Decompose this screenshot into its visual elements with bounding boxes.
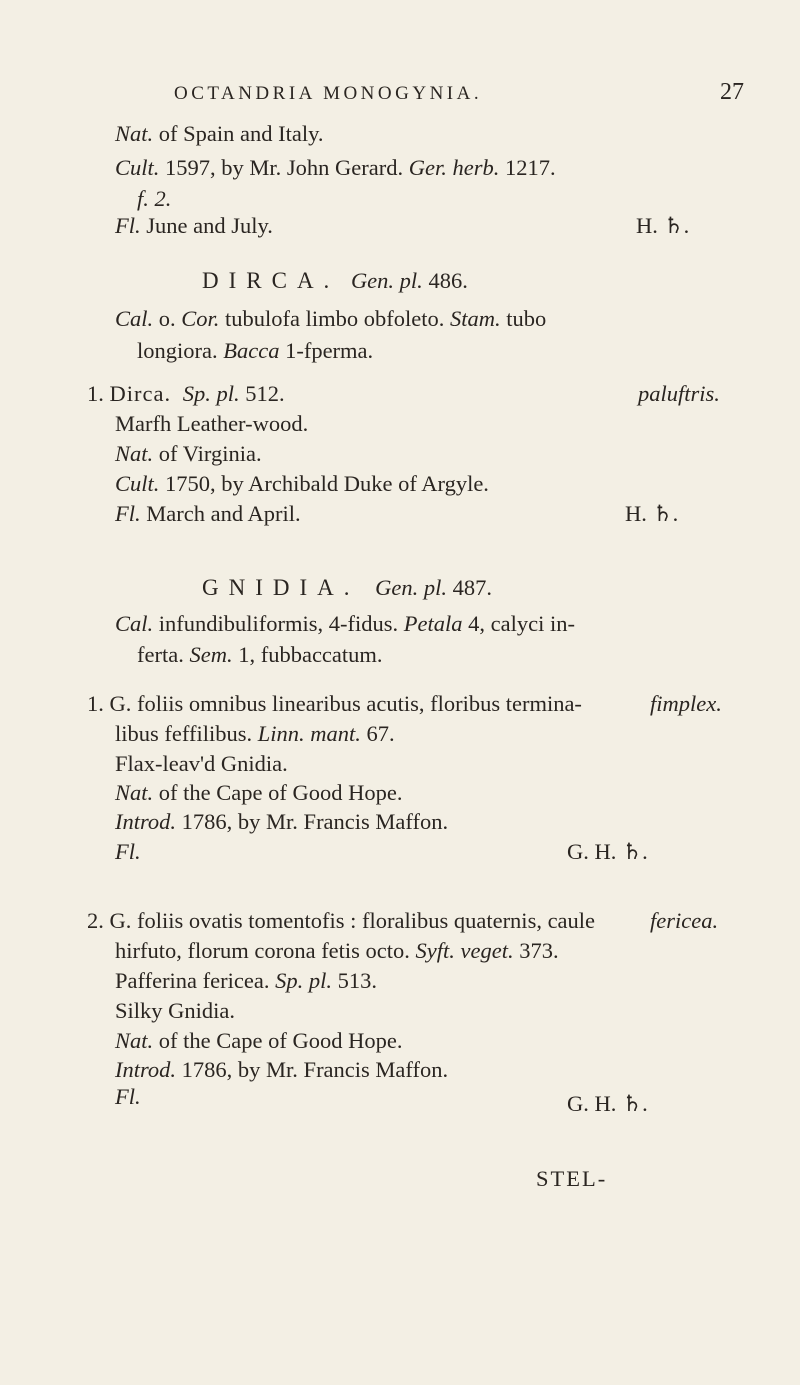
dirca-species-1-epithet: paluftris.: [638, 381, 720, 406]
gnidia-species-2-intro: Introd. 1786, by Mr. Francis Maffon.: [115, 1057, 449, 1082]
gnidia-species-1-diagnosis-2: libus feffilibus. Linn. mant. 67.: [115, 721, 395, 746]
catchword: STEL-: [536, 1166, 608, 1191]
dirca-species-1-habit: H. ♄.: [625, 501, 679, 526]
gnidia-species-2-habit: G. H. ♄.: [567, 1091, 648, 1116]
gnidia-species-2-synonym: Pafferina fericea. Sp. pl. 513.: [115, 968, 377, 993]
page-number: 27: [720, 79, 744, 105]
running-header: [174, 80, 482, 108]
gnidia-genus-heading: GNIDIA. Gen. pl. 487.: [202, 575, 493, 600]
dirca-species-1-name: 1. Dirca. Sp. pl. 512.: [87, 381, 285, 406]
gnidia-species-1-common: Flax-leav'd Gnidia.: [115, 751, 288, 776]
gnidia-species-1-intro: Introd. 1786, by Mr. Francis Maffon.: [115, 809, 449, 834]
prev-fl-line: Fl. June and July.: [115, 213, 273, 238]
prev-habit: H. ♄.: [636, 213, 690, 238]
gnidia-species-2-diagnosis-2: hirfuto, florum corona fetis octo. Syft. veget. 373.: [115, 938, 559, 963]
gnidia-species-2-diagnosis-1: 2. G. foliis ovatis tomentofis : floralibus quaternis, caule: [87, 908, 596, 933]
gnidia-species-2-epithet: fericea.: [650, 908, 719, 933]
prev-nat-line: Nat. of Spain and Italy.: [115, 121, 324, 146]
dirca-character-line-1: Cal. o. Cor. tubulofa limbo obfoleto. Stam. tubo: [115, 306, 547, 331]
gnidia-species-2-common: Silky Gnidia.: [115, 998, 236, 1023]
gnidia-species-2-nat: Nat. of the Cape of Good Hope.: [115, 1028, 403, 1053]
gnidia-species-2-fl: Fl.: [115, 1084, 141, 1109]
gnidia-character-line-1: Cal. infundibuliformis, 4-fidus. Petala 4, calyci in-: [115, 611, 575, 636]
dirca-species-1-cult: Cult. 1750, by Archibald Duke of Argyle.: [115, 471, 489, 496]
dirca-genus-heading: DIRCA. Gen. pl. 486.: [202, 268, 468, 293]
gnidia-species-1-diagnosis-1: 1. G. foliis omnibus linearibus acutis, floribus termina-: [87, 691, 582, 716]
dirca-species-1-nat: Nat. of Virginia.: [115, 441, 262, 466]
prev-cult-line: Cult. 1597, by Mr. John Gerard. Ger. herb. 1217.: [115, 155, 556, 180]
gnidia-species-1-nat: Nat. of the Cape of Good Hope.: [115, 780, 403, 805]
gnidia-species-1-fl: Fl.: [115, 839, 141, 864]
gnidia-species-1-epithet: fimplex.: [650, 691, 722, 716]
dirca-species-1-fl: Fl. March and April.: [115, 501, 301, 526]
header-title: OCTANDRIA MONOGYNIA.: [174, 83, 483, 104]
prev-fig-line: f. 2.: [137, 186, 172, 211]
dirca-character-line-2: longiora. Bacca 1-fperma.: [137, 338, 374, 363]
gnidia-character-line-2: ferta. Sem. 1, fubbaccatum.: [137, 642, 383, 667]
gnidia-species-1-habit: G. H. ♄.: [567, 839, 648, 864]
dirca-species-1-common: Marfh Leather-wood.: [115, 411, 309, 436]
